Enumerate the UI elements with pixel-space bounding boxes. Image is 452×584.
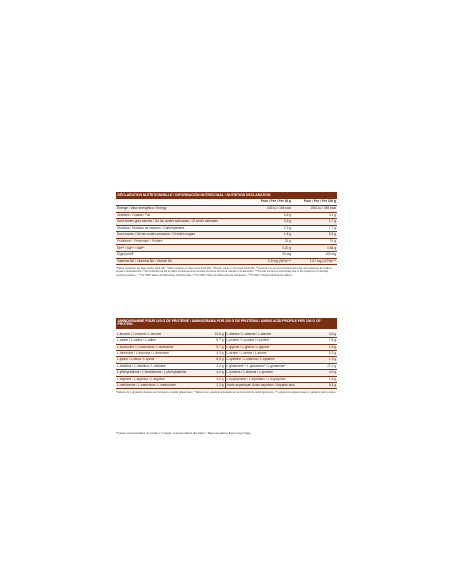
amino-title: AMINOGRAMME POUR 100 G DE PROTÉINE / AMINOGRAMA POR 100 G DE PROTEÍNA / AMINO ACID PROFILE PER 100 G OF PROTEIN [116, 318, 337, 329]
nutrition-row [116, 245, 337, 252]
value-30g: 0,8 g [240, 212, 292, 219]
amino-value: 2,3 g [203, 382, 225, 388]
amino-label: L-arginine / L-arginina / L-arginine [116, 376, 203, 382]
amino-label: L-tyrosine / L-tirosina / L-tyrosine [225, 370, 315, 376]
value-100g: 7,7 g [292, 225, 337, 232]
amino-value: 8,4 g [315, 382, 337, 388]
amino-label: L-histidine / L-histidina / L-histidine [116, 363, 203, 369]
nutrient-label: Dont acides gras saturés / De las cuales saturadas / Of which saturates [116, 219, 240, 226]
amino-row [116, 382, 337, 388]
amino-value: 4,0 g [315, 370, 337, 376]
nutrient-label: DigeZyme® [116, 252, 240, 259]
nutrient-label: Dont sucres / De las cuales azúcares / Of which sugars [116, 232, 240, 239]
amino-label: L-leucine / L-leucina / L-leucine [116, 332, 203, 338]
amino-label: L-cystéine / L-cisteína / L-cysteine [225, 357, 315, 363]
nutrition-footnote: *Valeur protéique sur base sèche (Nx6,38) / *Valor proteico en base seca (Nx6,38) / *Protein value on dry basis (Nx6,38). **La teneur en sel est exclusivement due à la présence de sodium présent naturellement / **El contenido de sal se debe exclusivamente al sodio presente de forma natural en el alimento / **The salt content is exclusively due to the presence of naturally occurring sodium. / ***% VNR/ Valeur de Référence Nutritionnelle / ***% VRN / Valor de Referencia de Nutrientes / ***% NRV / Nutrient Reference Values [116, 266, 332, 277]
amino-value: 3,6 g [315, 332, 337, 338]
nutrition-row [116, 238, 337, 245]
amino-panel [116, 318, 337, 394]
nutrient-label: Graisses / Grasas / Fat [116, 212, 240, 219]
value-100g: 0,66 g [292, 245, 337, 252]
value-30g: 443 kJ / 106 kcal [240, 205, 292, 212]
value-100g: 1,7 g [292, 219, 337, 226]
nutrition-row [116, 252, 337, 259]
amino-value: 8,5 g [203, 357, 225, 363]
amino-value: 7,8 g [315, 338, 337, 344]
amino-value: 17,1 g [315, 363, 337, 369]
nutrition-row [116, 232, 337, 239]
amino-label: Acide aspartique/ Ácido aspártico / Aspartic acid [225, 382, 315, 388]
nutrition-table [116, 199, 337, 265]
nutrition-row [116, 212, 337, 219]
value-100g: 100 mg [292, 252, 337, 259]
image-note: *Image représentative du parfum / Imagen representativa del sabor / Representative flavouring image [116, 431, 251, 435]
amino-value: 1,8 g [315, 376, 337, 382]
amino-label: L-tryptophane / L-triptófano / L-tryptophan [225, 376, 315, 382]
value-100g: 5,4 g [292, 232, 337, 239]
amino-label: L-lysine / L-lisina / L-lysine [116, 357, 203, 363]
value-100g: 1501 kJ / 359 kcal [292, 205, 337, 212]
amino-label: L-valine / L-valina / L-valine [116, 338, 203, 344]
nutrient-label: Protéines* / Proteínas* / Protein* [116, 238, 240, 245]
nutrient-label: Glucides / Hidratos de carbono / Carbohydrates [116, 225, 240, 232]
amino-label: L-phénylalanine / L-fenilalanina / L-phenylalanine [116, 370, 203, 376]
value-30g: 1,8 g [240, 232, 292, 239]
nutrition-panel [116, 192, 337, 277]
amino-label: L-proline / L-prolina / L-proline [225, 338, 315, 344]
amino-value: 4,3 g [203, 350, 225, 356]
amino-table [116, 332, 337, 390]
amino-label: L-glutamine* / L-glutamina* / L-glutamine* [225, 363, 315, 369]
amino-footnote: *Valeurs de L-glutamine basées sur la teneur en acide glutamique. / *Valores de L-glutamina basados en el contenido de ácido glutámico. / *L-glutamine values based on glutamic acid content. [116, 390, 337, 394]
value-30g: 0,20 g [240, 245, 292, 252]
amino-value: 5,3 g [315, 350, 337, 356]
amino-label: L-glycine / L-glicina / L-glycine [225, 344, 315, 350]
value-30g: 0,5 g [240, 219, 292, 226]
amino-value: 3,5 g [203, 376, 225, 382]
nutrient-label: Sel** / Sal** / Salt** [116, 245, 240, 252]
nutrient-label: Vitamine B6 / Vitamina B6 / Vitamin B6 [116, 258, 240, 265]
column-100g: Pour / Por / Per 100 g [292, 199, 337, 206]
value-100g: 1,67 mg (119%)*** [292, 258, 337, 265]
value-100g: 3,1 g [292, 212, 337, 219]
column-30g: Pour / Por / Per 30 g [240, 199, 292, 206]
amino-value: 2,4 g [203, 363, 225, 369]
amino-value: 1,3 g [315, 357, 337, 363]
value-100g: 75 g [292, 238, 337, 245]
amino-value: 5,7 g [203, 338, 225, 344]
nutrient-label: Énergie / Valor energético / Energy [116, 205, 240, 212]
amino-value: 5,7 g [203, 344, 225, 350]
nutrition-row [116, 219, 337, 226]
amino-label: L-isoleucine / L-isoleucina / L-isoleucine [116, 344, 203, 350]
amino-label: L-méthionine / L-metionina / L-methionine [116, 382, 203, 388]
amino-value: 4,2 g [203, 370, 225, 376]
nutrition-row [116, 205, 337, 212]
nutrition-row [116, 258, 337, 265]
value-30g: 2,3 g [240, 225, 292, 232]
nutrition-row [116, 225, 337, 232]
amino-value: 1,8 g [315, 344, 337, 350]
amino-label: L-thréonine / L-treonina / L-threonine [116, 350, 203, 356]
value-30g: 22 g [240, 238, 292, 245]
amino-label: L-sérine / L-serina / L-serine [225, 350, 315, 356]
amino-value: 10,6 g [203, 332, 225, 338]
nutrition-title: DÉCLARATION NUTRITIONNELLE / INFORMACIÓN NUTRICIONAL / NUTRITION DECLARATION [116, 192, 337, 199]
value-30g: 0,5 mg (36%)*** [240, 258, 292, 265]
amino-label: L-alanine / L-alanina / L-alanine [225, 332, 315, 338]
value-30g: 30 mg [240, 252, 292, 259]
